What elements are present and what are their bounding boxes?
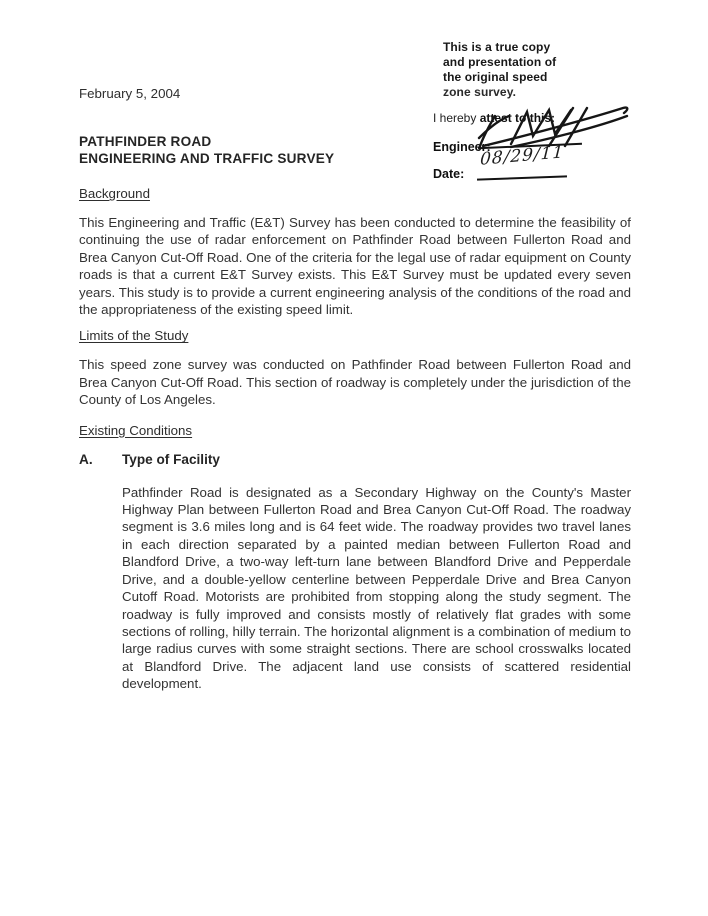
limits-paragraph: This speed zone survey was conducted on Pathfinder Road between Fullerton Road and Brea Canyon Cut-Off Road. This section of roadway is completely under the jurisdiction of the County of Los Angeles. <box>79 357 631 408</box>
section-heading-existing-conditions: Existing Conditions <box>79 422 193 438</box>
document-date: February 5, 2004 <box>79 86 181 101</box>
subsection-type-of-facility <box>79 452 631 467</box>
handwritten-date: 08/29/11 <box>479 142 565 170</box>
document-title <box>79 134 631 167</box>
section-heading-background: Background <box>79 186 150 201</box>
background-paragraph: This Engineering and Traffic (E&T) Survey has been conducted to determine the feasibility of continuing the use of radar enforcement on Pathfinder Road between Fullerton Road and Brea Canyon Cut-Off Road. One of the criteria for the legal use of radar equipment on County roads is that a current E&T Survey exists. This E&T Survey must be updated every seven years. This study is to provide a current engineering analysis of the conditions of the road and the appropriateness of the existing speed limit. <box>79 215 631 318</box>
stamp-line: and presentation of <box>443 55 557 69</box>
attest-emphasis: attest to this: <box>479 111 556 125</box>
stamp-line: the original speed <box>443 70 548 84</box>
section-heading-limits: Limits of the Study <box>79 328 189 344</box>
attest-prefix: I hereby <box>433 111 480 125</box>
document-title-line1: PATHFINDER ROAD <box>79 134 212 149</box>
document-title-line2: ENGINEERING AND TRAFFIC SURVEY <box>79 150 335 166</box>
document-body <box>79 87 631 693</box>
subsection-label: A. <box>79 451 93 467</box>
type-of-facility-paragraph: Pathfinder Road is designated as a Secondary Highway on the County's Master Highway Plan between Fullerton Road and Brea Canyon Cut-Off Road. The roadway segment is 3.6 miles long and is 64 feet wide. The roadway provides two travel lanes in each direction separated by a painted median between Fullerton Road and Blandford Drive, a two-way left-turn lane between Blandford Drive and Pepperdale Drive, and a double-yellow centerline between Pepperdale Drive and Brea Canyon Cutoff Road. Motorists are prohibited from stopping along the study segment. The roadway is fully improved and consists mostly of relatively flat grades with some sections of rolling, hilly terrain. The horizontal alignment is a combination of medium to large radius curves with some straight sections. There are school crosswalks located at Blandford Drive. The adjacent land use consists of scattered residential development. <box>122 484 631 692</box>
engineer-label: Engineer: <box>433 140 491 154</box>
stamp-line: This is a true copy <box>443 40 551 54</box>
stamp-line: zone survey. <box>443 85 517 99</box>
subsection-title-text: Type of Facility <box>122 451 220 467</box>
date-label: Date: <box>433 167 465 181</box>
